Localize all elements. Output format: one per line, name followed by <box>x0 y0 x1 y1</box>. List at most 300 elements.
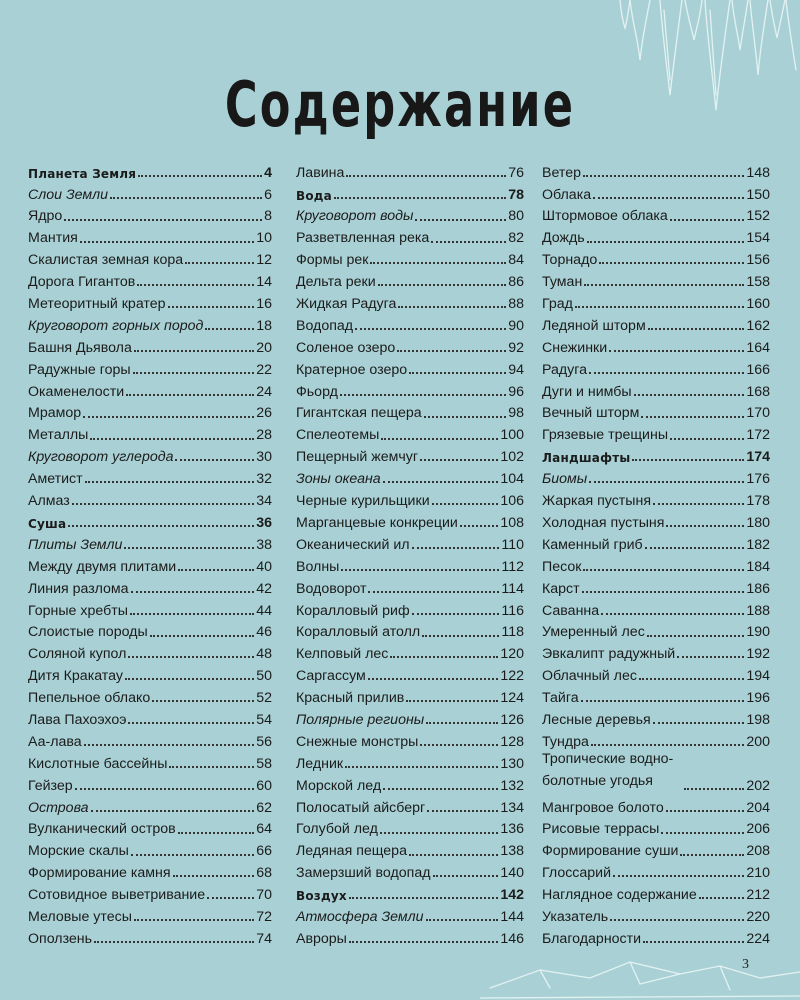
dot-leader <box>68 525 254 527</box>
toc-entry[interactable] <box>28 530 272 552</box>
toc-entry-title: Вода <box>296 188 332 203</box>
dot-leader <box>599 262 744 264</box>
dot-leader <box>422 635 499 637</box>
toc-entry[interactable] <box>28 618 272 640</box>
toc-entry[interactable] <box>28 880 272 902</box>
toc-entry-title: Саванна <box>542 602 600 619</box>
toc-entry[interactable] <box>542 749 770 793</box>
toc-entry[interactable] <box>296 596 524 618</box>
toc-entry-page: 102 <box>500 449 524 466</box>
toc-entry[interactable] <box>542 180 770 202</box>
toc-entry[interactable] <box>28 421 272 443</box>
toc-entry-page: 62 <box>256 799 272 816</box>
dot-leader <box>346 175 506 177</box>
toc-entry[interactable] <box>296 202 524 224</box>
toc-entry[interactable] <box>542 421 770 443</box>
dot-leader <box>83 416 254 418</box>
toc-entry-title: Мрамор <box>28 405 82 422</box>
toc-entry-page: 172 <box>746 427 770 444</box>
dot-leader <box>415 219 506 221</box>
dot-leader <box>641 416 744 418</box>
toc-entry-page: 170 <box>746 405 770 422</box>
toc-entry-title: Снежинки <box>542 339 608 356</box>
toc-entry[interactable] <box>296 246 524 268</box>
toc-entry[interactable] <box>542 486 770 508</box>
dot-leader <box>412 547 500 549</box>
toc-entry-page: 92 <box>508 339 524 356</box>
dot-leader <box>110 197 262 199</box>
toc-entry[interactable] <box>542 267 770 289</box>
toc-entry[interactable] <box>296 508 524 530</box>
toc-entry[interactable] <box>28 486 272 508</box>
toc-entry-page: 200 <box>746 733 770 750</box>
dot-leader <box>383 788 498 790</box>
toc-entry[interactable] <box>296 530 524 552</box>
toc-entry-title: Морской лед <box>296 777 382 794</box>
toc-entry-title: Жаркая пустыня <box>542 493 651 510</box>
toc-entry-page: 220 <box>746 908 770 925</box>
toc-entry[interactable] <box>542 464 770 486</box>
toc-entry[interactable] <box>28 289 272 311</box>
toc-entry-title: Дитя Кракатау <box>28 668 123 685</box>
dot-leader <box>397 350 506 352</box>
toc-entry-title: Кратерное озеро <box>296 361 408 378</box>
dot-leader <box>150 635 255 637</box>
toc-entry[interactable] <box>296 661 524 683</box>
toc-entry[interactable] <box>542 158 770 180</box>
toc-entry-page: 132 <box>500 777 524 794</box>
toc-entry[interactable] <box>542 596 770 618</box>
toc-entry-page: 142 <box>500 887 524 904</box>
toc-entry-page: 184 <box>746 558 770 575</box>
dot-leader <box>134 919 254 921</box>
dot-leader <box>133 372 255 374</box>
dot-leader <box>666 810 745 812</box>
dot-leader <box>583 569 744 571</box>
toc-entry-title: Ландшафты <box>542 451 631 466</box>
toc-entry-title: Воздух <box>296 889 347 904</box>
toc-entry-title: Снежные монстры <box>296 733 419 750</box>
dot-leader <box>589 372 744 374</box>
toc-entry[interactable] <box>28 771 272 793</box>
toc-entry[interactable] <box>28 202 272 224</box>
toc-entry[interactable] <box>542 705 770 727</box>
toc-entry[interactable] <box>28 727 272 749</box>
toc-entry-page: 138 <box>500 843 524 860</box>
toc-entry-page: 164 <box>746 339 770 356</box>
dot-leader <box>581 700 745 702</box>
toc-entry-page: 120 <box>500 646 524 663</box>
toc-entry-title: Планета Земля <box>28 166 137 181</box>
toc-entry[interactable] <box>296 333 524 355</box>
toc-section-heading[interactable] <box>28 158 272 180</box>
dot-leader <box>601 613 744 615</box>
toc-entry-page: 150 <box>746 186 770 203</box>
toc-entry-page: 128 <box>500 733 524 750</box>
toc-entry[interactable] <box>296 377 524 399</box>
toc-entry-title: Наглядное содержание <box>542 887 697 904</box>
toc-entry-title: Лава Пахоэхоэ <box>28 711 127 728</box>
toc-entry[interactable] <box>28 377 272 399</box>
toc-entry-title: Дуги и нимбы <box>542 383 632 400</box>
toc-entry[interactable] <box>28 224 272 246</box>
toc-entry-title: Эвкалипт радужный <box>542 646 676 663</box>
dot-leader <box>368 591 499 593</box>
toc-entry[interactable] <box>542 683 770 705</box>
toc-entry-page: 38 <box>256 536 272 553</box>
dot-leader <box>424 416 507 418</box>
toc-entry[interactable] <box>542 880 770 902</box>
dot-leader <box>131 591 255 593</box>
dot-leader <box>591 744 744 746</box>
toc-entry[interactable] <box>28 793 272 815</box>
toc-entry-page: 192 <box>746 646 770 663</box>
toc-entry[interactable] <box>296 399 524 421</box>
toc-entry-title: Умеренный лес <box>542 624 645 641</box>
toc-entry[interactable] <box>296 464 524 486</box>
toc-entry-page: 56 <box>256 733 272 750</box>
toc-entry[interactable] <box>542 246 770 268</box>
toc-entry[interactable] <box>542 202 770 224</box>
toc-entry-page: 60 <box>256 777 272 794</box>
toc-entry[interactable] <box>28 333 272 355</box>
toc-entry-page: 98 <box>508 405 524 422</box>
toc-entry-title: Острова <box>28 799 89 816</box>
toc-entry[interactable] <box>296 837 524 859</box>
toc-entry-page: 104 <box>500 471 524 488</box>
toc-column-3 <box>542 158 770 946</box>
toc-entry-title: Холодная пустыня <box>542 514 665 531</box>
dot-leader <box>345 766 498 768</box>
toc-entry-page: 194 <box>746 668 770 685</box>
toc-entry-page: 44 <box>256 602 272 619</box>
toc-entry[interactable] <box>296 924 524 946</box>
toc-entry-page: 24 <box>256 383 272 400</box>
toc-entry[interactable] <box>28 837 272 859</box>
toc-entry[interactable] <box>542 574 770 596</box>
toc-entry[interactable] <box>28 246 272 268</box>
dot-leader <box>648 328 745 330</box>
dot-leader <box>431 241 506 243</box>
toc-entry-title: Аа-лава <box>28 733 82 750</box>
toc-entry-page: 54 <box>256 711 272 728</box>
toc-entry-title: Мангровое болото <box>542 799 664 816</box>
dot-leader <box>460 525 499 527</box>
toc-entry-page: 156 <box>746 252 770 269</box>
dot-leader <box>84 744 255 746</box>
toc-column-2 <box>296 158 524 946</box>
dot-leader <box>420 744 498 746</box>
toc-entry[interactable] <box>296 815 524 837</box>
toc-entry[interactable] <box>296 158 524 180</box>
toc-entry[interactable] <box>542 333 770 355</box>
toc-entry-title: Гейзер <box>28 777 73 794</box>
dot-leader <box>634 394 745 396</box>
toc-entry[interactable] <box>542 859 770 881</box>
toc-entry-page: 148 <box>746 164 770 181</box>
dot-leader <box>420 459 498 461</box>
toc-entry-page: 12 <box>256 252 272 269</box>
toc-entry-title: Слои Земли <box>28 186 109 203</box>
toc-section-heading[interactable] <box>28 508 272 530</box>
toc-entry-title: Окаменелости <box>28 383 125 400</box>
toc-entry-title: Рисовые террасы <box>542 821 660 838</box>
dot-leader <box>126 394 254 396</box>
toc-entry[interactable] <box>28 902 272 924</box>
toc-entry-title: Биомы <box>542 471 588 488</box>
toc-entry[interactable] <box>542 377 770 399</box>
page-number: 3 <box>742 957 749 972</box>
toc-entry-title: Тайга <box>542 690 579 707</box>
toc-entry-page: 176 <box>746 471 770 488</box>
dot-leader <box>168 306 255 308</box>
dot-leader <box>643 941 744 943</box>
toc-entry[interactable] <box>542 661 770 683</box>
toc-entry[interactable] <box>28 859 272 881</box>
toc-entry[interactable] <box>542 640 770 662</box>
dot-leader <box>128 656 254 658</box>
toc-entry[interactable] <box>28 552 272 574</box>
toc-entry-title: Туман <box>542 274 583 291</box>
toc-entry[interactable] <box>296 705 524 727</box>
dot-leader <box>409 854 498 856</box>
toc-entry[interactable] <box>296 771 524 793</box>
dot-leader <box>670 219 745 221</box>
dot-leader <box>134 350 254 352</box>
dot-leader <box>94 941 254 943</box>
toc-entry[interactable] <box>296 443 524 465</box>
toc-entry[interactable] <box>542 837 770 859</box>
toc-entry[interactable] <box>28 311 272 333</box>
toc-entry-page: 46 <box>256 624 272 641</box>
toc-entry[interactable] <box>28 574 272 596</box>
toc-entry-title: Круговорот горных пород <box>28 317 204 334</box>
dot-leader <box>647 635 745 637</box>
dot-leader <box>341 569 499 571</box>
toc-entry-page: 16 <box>256 296 272 313</box>
toc-entry-page: 140 <box>500 865 524 882</box>
toc-entry-title: Карст <box>542 580 580 597</box>
toc-entry-page: 114 <box>501 580 524 597</box>
dot-leader <box>684 788 744 790</box>
toc-entry[interactable] <box>296 902 524 924</box>
toc-entry-page: 112 <box>501 558 524 575</box>
toc-entry-title: Аметист <box>28 471 83 488</box>
dot-leader <box>609 350 744 352</box>
toc-entry-page: 96 <box>508 383 524 400</box>
toc-entry-page: 178 <box>746 493 770 510</box>
toc-entry-page: 162 <box>746 317 770 334</box>
dot-leader <box>584 284 744 286</box>
toc-entry[interactable] <box>542 508 770 530</box>
toc-entry[interactable] <box>28 640 272 662</box>
toc-entry[interactable] <box>296 224 524 246</box>
toc-entry[interactable] <box>296 574 524 596</box>
toc-entry-title: Лесные деревья <box>542 711 651 728</box>
toc-entry[interactable] <box>542 552 770 574</box>
toc-entry[interactable] <box>28 399 272 421</box>
dot-leader <box>72 503 254 505</box>
toc-entry[interactable] <box>542 924 770 946</box>
dot-leader <box>699 897 745 899</box>
toc-entry[interactable] <box>28 661 272 683</box>
toc-entry-page: 40 <box>256 558 272 575</box>
toc-entry-title: Водопад <box>296 317 354 334</box>
toc-entry[interactable] <box>296 793 524 815</box>
dot-leader <box>613 875 744 877</box>
toc-column-1 <box>28 158 272 946</box>
dot-leader <box>427 810 498 812</box>
toc-entry-title: Ледник <box>296 755 344 772</box>
toc-entry-title: Формы рек <box>296 252 369 269</box>
toc-entry-title: Замерзший водопад <box>296 865 431 882</box>
toc-entry-page: 198 <box>746 711 770 728</box>
toc-entry-title: Штормовое облака <box>542 208 668 225</box>
toc-entry-page: 20 <box>256 339 272 356</box>
toc-entry-page: 202 <box>746 777 770 794</box>
toc-entry-title: Метеоритный кратер <box>28 296 166 313</box>
toc-entry-page: 126 <box>500 711 524 728</box>
toc-entry-page: 10 <box>256 230 272 247</box>
toc-entry[interactable] <box>28 443 272 465</box>
toc-entry-page: 70 <box>256 887 272 904</box>
dot-leader <box>432 503 499 505</box>
toc-entry[interactable] <box>542 311 770 333</box>
toc-entry-page: 28 <box>256 427 272 444</box>
toc-entry-page: 100 <box>500 427 524 444</box>
dot-leader <box>593 197 744 199</box>
toc-entry[interactable] <box>296 311 524 333</box>
toc-entry-page: 26 <box>256 405 272 422</box>
dot-leader <box>91 810 255 812</box>
toc-entry[interactable] <box>542 530 770 552</box>
toc-entry-title: Оползень <box>28 930 93 947</box>
toc-entry-title: Тропические водно-болотные угодья <box>542 751 674 789</box>
toc-entry[interactable] <box>542 727 770 749</box>
toc-entry[interactable] <box>296 727 524 749</box>
toc-entry-page: 212 <box>746 887 770 904</box>
toc-entry-title: Глоссарий <box>542 865 612 882</box>
page-title: Содержание <box>224 68 576 141</box>
toc-entry-page: 188 <box>746 602 770 619</box>
toc-entry-page: 74 <box>256 930 272 947</box>
toc-entry[interactable] <box>28 815 272 837</box>
toc-entry-page: 6 <box>264 186 272 203</box>
toc-entry-title: Облачный лес <box>542 668 637 685</box>
toc-entry-title: Марганцевые конкреции <box>296 514 458 531</box>
toc-entry[interactable] <box>542 902 770 924</box>
toc-entry[interactable] <box>296 683 524 705</box>
toc-entry[interactable] <box>296 289 524 311</box>
toc-entry-title: Дождь <box>542 230 585 247</box>
toc-entry-title: Красный прилив <box>296 690 405 707</box>
toc-entry-page: 76 <box>508 164 524 181</box>
toc-entry-page: 32 <box>256 471 272 488</box>
toc-entry[interactable] <box>542 399 770 421</box>
toc-entry-page: 108 <box>500 514 524 531</box>
toc-entry[interactable] <box>296 749 524 771</box>
toc-entry[interactable] <box>296 421 524 443</box>
toc-entry[interactable] <box>28 705 272 727</box>
dot-leader <box>666 525 744 527</box>
toc-entry[interactable] <box>542 815 770 837</box>
toc-entry-page: 130 <box>500 755 524 772</box>
toc-entry-title: Водоворот <box>296 580 367 597</box>
toc-entry-title: Волны <box>296 558 340 575</box>
toc-entry-page: 124 <box>500 690 524 707</box>
toc-entry[interactable] <box>542 618 770 640</box>
dot-leader <box>653 503 744 505</box>
toc-entry[interactable] <box>28 749 272 771</box>
toc-entry-page: 78 <box>508 186 524 203</box>
toc-entry[interactable] <box>542 793 770 815</box>
toc-entry-title: Мантия <box>28 230 78 247</box>
toc-entry[interactable] <box>296 640 524 662</box>
toc-entry[interactable] <box>28 683 272 705</box>
toc-entry-page: 186 <box>746 580 770 597</box>
toc-entry[interactable] <box>28 267 272 289</box>
toc-entry-page: 208 <box>746 843 770 860</box>
dot-leader <box>152 700 254 702</box>
toc-entry[interactable] <box>296 486 524 508</box>
toc-entry-title: Вулканический остров <box>28 821 176 838</box>
toc-entry-title: Полосатый айсберг <box>296 799 426 816</box>
dot-leader <box>610 919 744 921</box>
toc-section-heading[interactable] <box>296 880 524 902</box>
toc-entry-title: Морские скалы <box>28 843 129 860</box>
toc-entry-title: Спелеотемы <box>296 427 380 444</box>
toc-entry-page: 94 <box>508 361 524 378</box>
toc-entry-title: Облака <box>542 186 592 203</box>
toc-entry[interactable] <box>28 355 272 377</box>
toc-entry-page: 52 <box>256 690 272 707</box>
toc-entry-title: Дорога Гигантов <box>28 274 136 291</box>
toc-entry[interactable] <box>542 224 770 246</box>
toc-entry[interactable] <box>296 859 524 881</box>
toc-entry[interactable] <box>542 355 770 377</box>
toc-entry[interactable] <box>28 464 272 486</box>
toc-section-heading[interactable] <box>296 180 524 202</box>
dot-leader <box>390 656 498 658</box>
toc-entry[interactable] <box>542 289 770 311</box>
ice-floe-illustration-icon <box>480 948 800 1000</box>
toc-entry[interactable] <box>28 924 272 946</box>
dot-leader <box>349 897 499 899</box>
dot-leader <box>409 372 506 374</box>
toc-entry-page: 90 <box>508 317 524 334</box>
toc-entry-title: Дельта реки <box>296 274 376 291</box>
toc-entry-page: 144 <box>500 908 524 925</box>
toc-entry-page: 58 <box>256 755 272 772</box>
dot-leader <box>583 175 744 177</box>
toc-entry[interactable] <box>296 552 524 574</box>
dot-leader <box>128 722 254 724</box>
toc-entry-page: 18 <box>256 317 272 334</box>
toc-entry-page: 48 <box>256 646 272 663</box>
dot-leader <box>398 306 506 308</box>
dot-leader <box>124 547 254 549</box>
dot-leader <box>137 284 254 286</box>
toc-section-heading[interactable] <box>542 443 770 465</box>
toc-entry[interactable] <box>296 618 524 640</box>
toc-entry-page: 204 <box>746 799 770 816</box>
toc-entry[interactable] <box>28 180 272 202</box>
toc-entry-page: 152 <box>746 208 770 225</box>
toc-entry[interactable] <box>28 596 272 618</box>
toc-entry[interactable] <box>296 355 524 377</box>
toc-entry[interactable] <box>296 267 524 289</box>
dot-leader <box>138 175 262 177</box>
